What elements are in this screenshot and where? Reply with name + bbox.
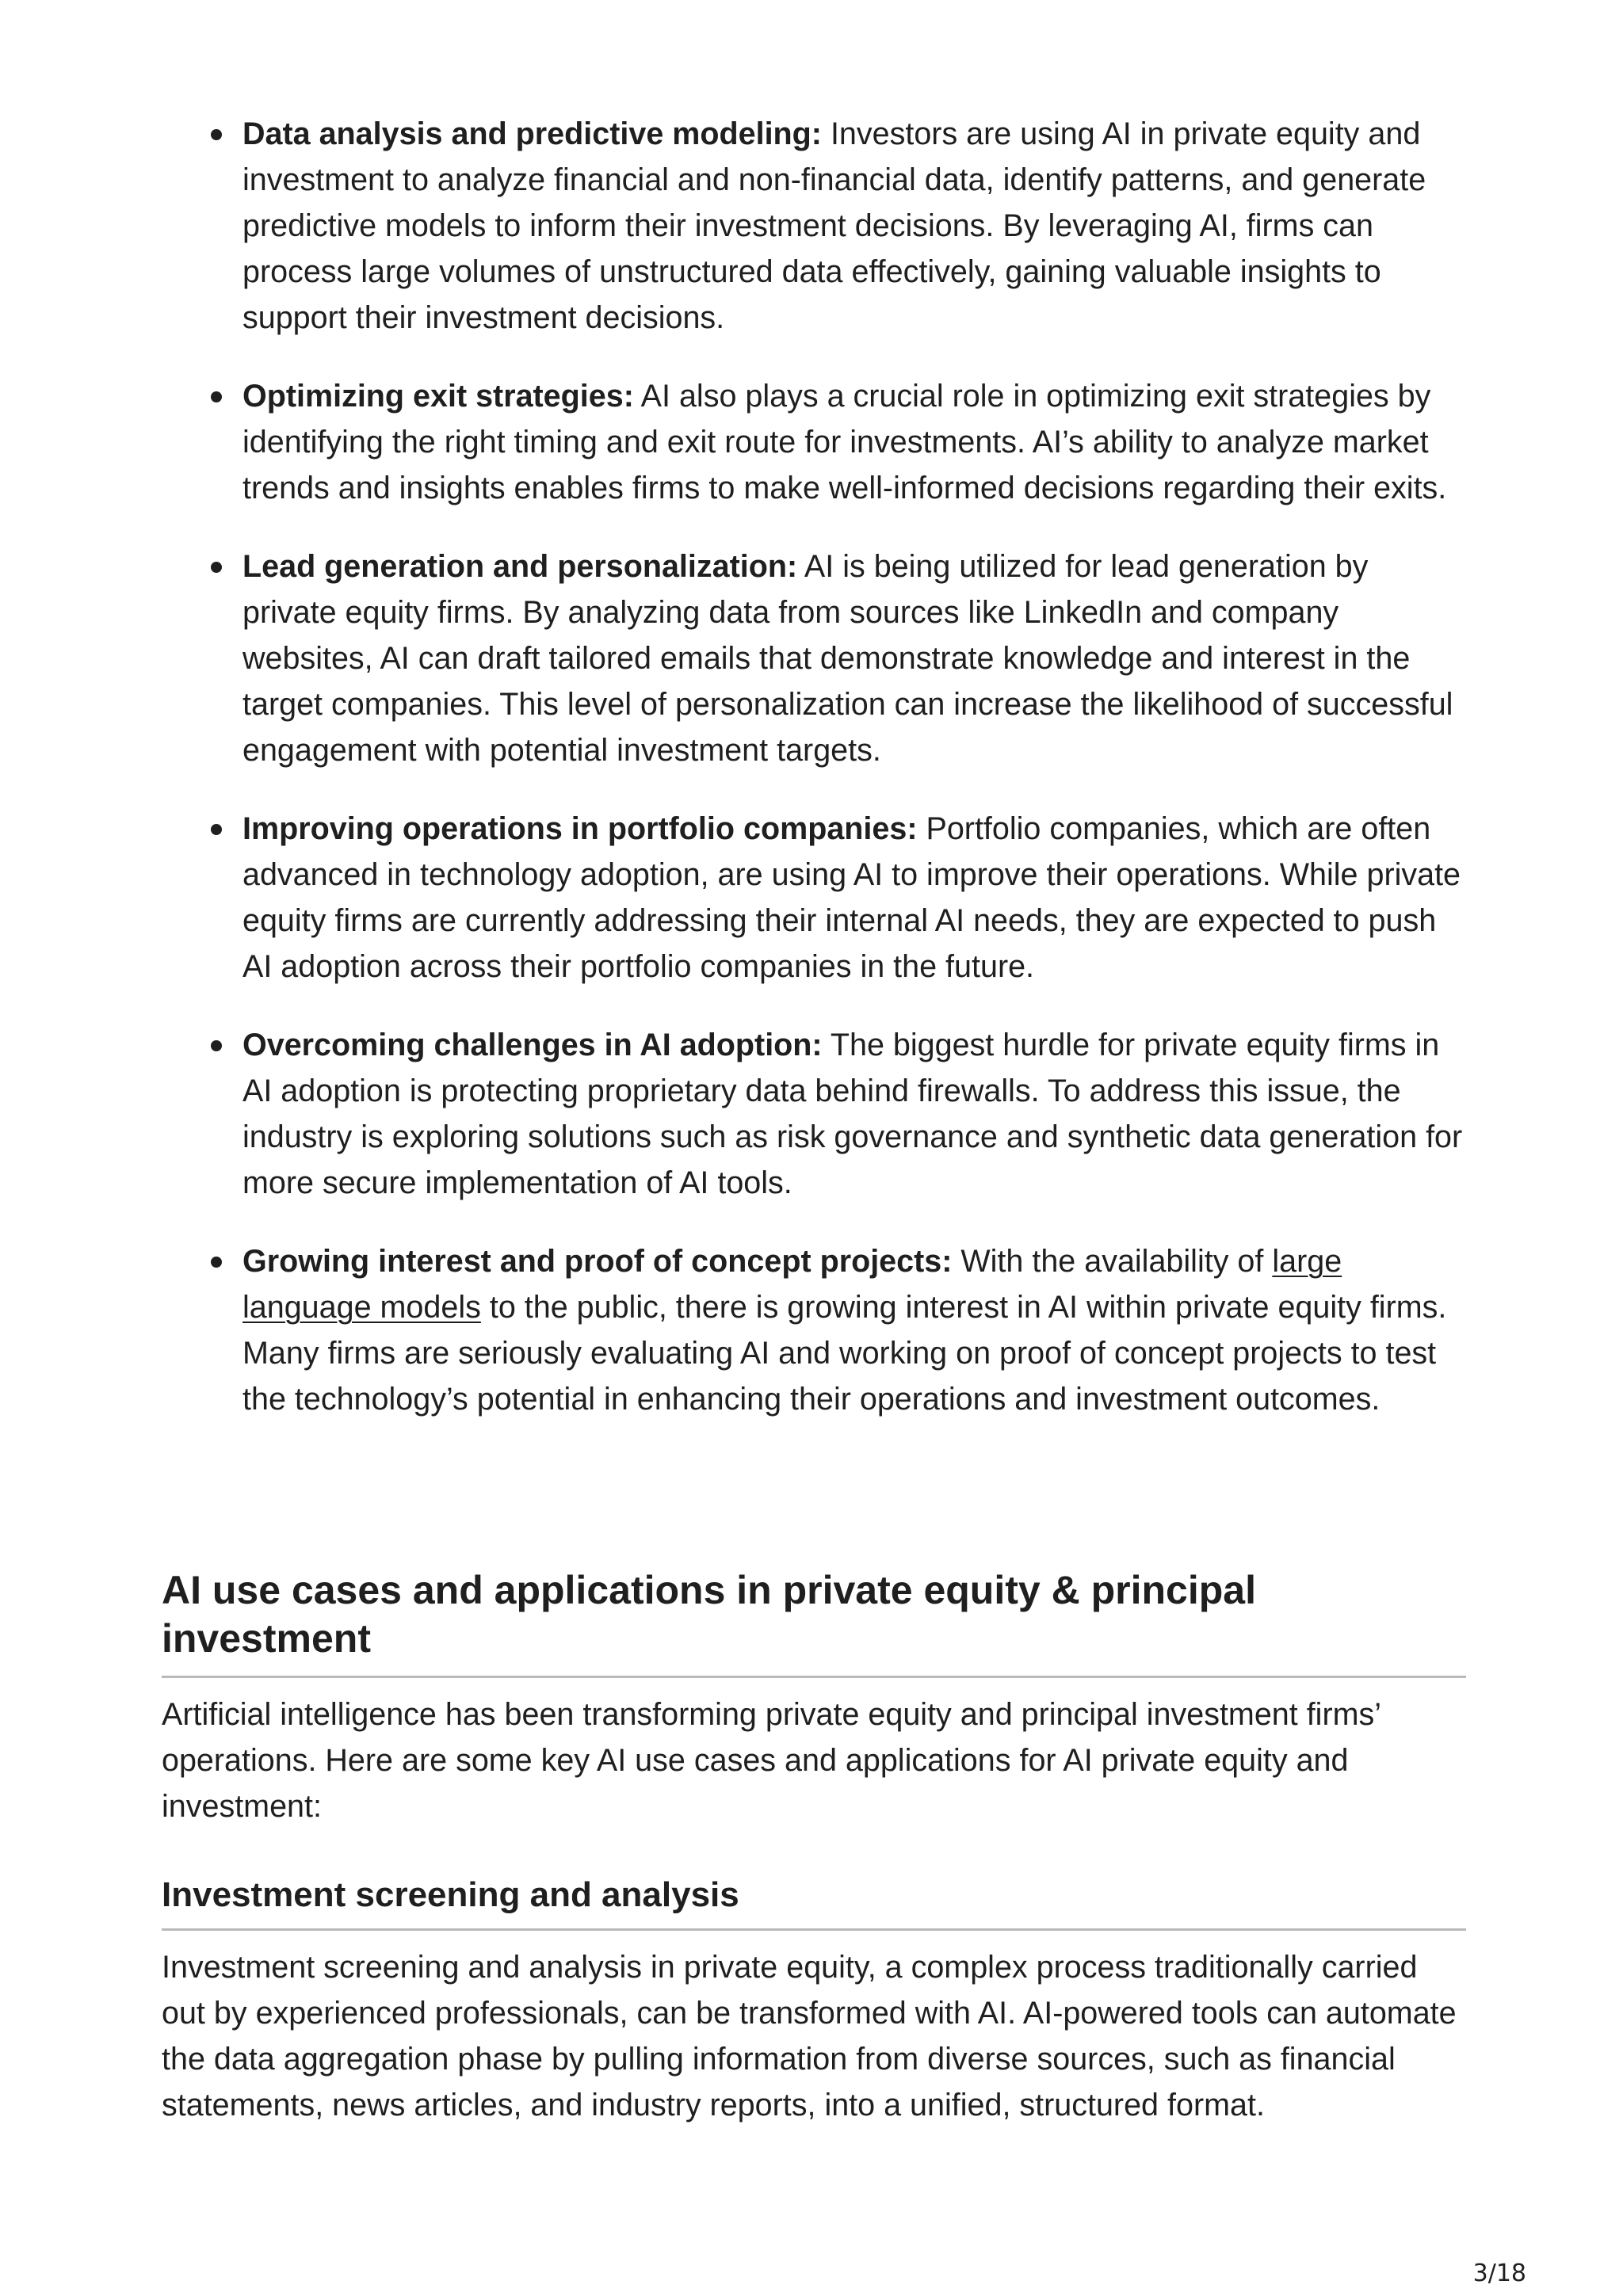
section-screening	[162, 1873, 1466, 2128]
bullet-dot-icon	[211, 391, 222, 402]
section-intro-paragraph: Artificial intelligence has been transforming private equity and principal investment firms’ operations. Here are some key AI use cases and applications for AI private equity and investment:	[162, 1697, 1381, 1824]
bullet-list	[242, 111, 1463, 1455]
list-item	[242, 543, 1463, 773]
large-language-models-link[interactable]: large language models	[242, 1244, 1342, 1325]
list-item	[242, 1022, 1463, 1206]
bullet-dot-icon	[211, 129, 222, 140]
bullet-text: AI also plays a crucial role in optimizing exit strategies by identifying the right timing and exit route for investments. AI’s ability to analyze market trends and insights enables firms to make well-informed decisions regarding their exits.	[242, 379, 1447, 505]
heading-divider	[162, 1676, 1466, 1678]
bullet-lead: Overcoming challenges in AI adoption:	[242, 1028, 823, 1062]
bullet-dot-icon	[211, 1040, 222, 1051]
bullet-text: AI is being utilized for lead generation by private equity firms. By analyzing data from sources like LinkedIn and company websites, AI can draft tailored emails that demonstrate knowledge and interest in the target companies. This level of personalization can increase the likelihood of successful engagement with potential investment targets.	[242, 549, 1453, 768]
page-number: 3/18	[1472, 2260, 1526, 2287]
section-heading-screening: Investment screening and analysis	[162, 1875, 739, 1914]
list-item	[242, 111, 1463, 341]
bullet-lead: Data analysis and predictive modeling:	[242, 116, 822, 151]
bullet-lead: Optimizing exit strategies:	[242, 379, 634, 414]
bullet-lead: Growing interest and proof of concept projects:	[242, 1244, 953, 1279]
bullet-dot-icon	[211, 562, 222, 573]
bullet-dot-icon	[211, 824, 222, 835]
bullet-dot-icon	[211, 1257, 222, 1268]
bullet-text: to the public, there is growing interest in AI within private equity firms. Many firms are seriously evaluating AI and working on proof of concept projects to test the technology’s potential in enhancing their operations and investment outcomes.	[242, 1290, 1447, 1417]
bullet-text: Portfolio companies, which are often advanced in technology adoption, are using AI to improve their operations. While private equity firms are currently addressing their internal AI needs, they are expected to push AI adoption across their portfolio companies in the future.	[242, 811, 1461, 984]
section-heading-use-cases: AI use cases and applications in private equity & principal investment	[162, 1568, 1256, 1661]
bullet-text: With the availability of	[952, 1244, 1273, 1279]
bullet-text: Investors are using AI in private equity and investment to analyze financial and non-financial data, identify patterns, and generate predictive models to inform their investment decisions. By leveraging AI, firms can process large volumes of unstructured data effectively, gaining valuable insights to support their investment decisions.	[242, 116, 1426, 335]
section-body-paragraph: Investment screening and analysis in private equity, a complex process traditionally carried out by experienced professionals, can be transformed with AI. AI-powered tools can automate the data aggregation phase by pulling information from diverse sources, such as financial statements, news articles, and industry reports, into a unified, structured format.	[162, 1950, 1457, 2122]
bullet-lead: Improving operations in portfolio companies:	[242, 811, 918, 846]
list-item	[242, 373, 1463, 511]
heading-divider	[162, 1928, 1466, 1931]
list-item	[242, 1238, 1463, 1422]
bullet-lead: Lead generation and personalization:	[242, 549, 798, 584]
bullet-text: The biggest hurdle for private equity firms in AI adoption is protecting proprietary data behind firewalls. To address this issue, the industry is exploring solutions such as risk governance and synthetic data generation for more secure implementation of AI tools.	[242, 1028, 1463, 1200]
section-use-cases	[162, 1566, 1466, 1829]
list-item	[242, 806, 1463, 990]
